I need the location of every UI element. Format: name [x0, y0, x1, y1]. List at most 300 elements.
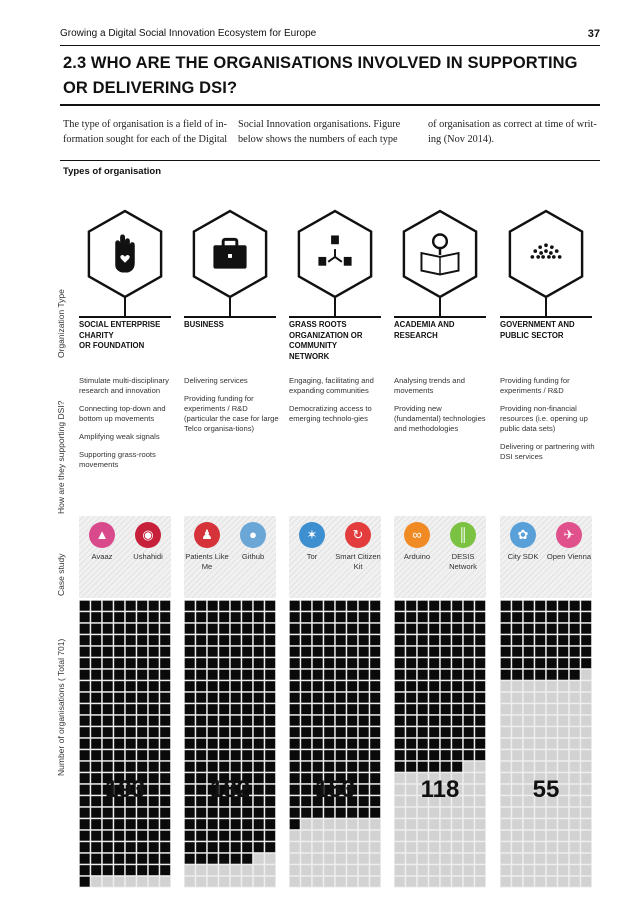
- empty-square: [395, 831, 405, 841]
- empty-square: [547, 842, 557, 852]
- title-rule: [500, 316, 592, 318]
- organisation-square: [418, 716, 428, 726]
- organisation-square: [581, 624, 591, 634]
- organisation-square: [441, 693, 451, 703]
- organisation-square: [429, 704, 439, 714]
- organisation-square: [242, 739, 252, 749]
- organisation-square: [242, 716, 252, 726]
- organisation-square: [231, 842, 241, 852]
- organisation-square: [336, 750, 346, 760]
- empty-square: [464, 831, 474, 841]
- organisation-square: [475, 624, 485, 634]
- empty-square: [581, 739, 591, 749]
- organisation-square: [219, 727, 229, 737]
- running-title: Growing a Digital Social Innovation Ecosystem for Europe: [60, 28, 317, 39]
- organisation-square: [219, 601, 229, 611]
- organisation-square: [429, 727, 439, 737]
- empty-square: [475, 854, 485, 864]
- organisation-square: [336, 658, 346, 668]
- organisation-square: [452, 601, 462, 611]
- empty-square: [464, 854, 474, 864]
- organisation-square: [80, 750, 90, 760]
- empty-square: [452, 877, 462, 887]
- organisation-square: [137, 716, 147, 726]
- empty-square: [336, 831, 346, 841]
- section-heading: 2.3 WHO ARE THE ORGANISATIONS INVOLVED IN SUPPORTING OR DELIVERING DSI?: [63, 54, 578, 97]
- organisation-square: [313, 716, 323, 726]
- organisation-square: [160, 831, 170, 841]
- empty-square: [336, 819, 346, 829]
- organisation-square: [126, 624, 136, 634]
- organisation-square: [406, 739, 416, 749]
- organisation-square: [452, 704, 462, 714]
- empty-square: [547, 877, 557, 887]
- organisation-square: [196, 750, 206, 760]
- organisation-square: [418, 647, 428, 657]
- empty-square: [452, 819, 462, 829]
- organisation-square: [359, 612, 369, 622]
- empty-square: [452, 831, 462, 841]
- empty-square: [501, 842, 511, 852]
- organisation-square: [313, 808, 323, 818]
- empty-square: [547, 808, 557, 818]
- empty-square: [475, 819, 485, 829]
- organisation-square: [359, 808, 369, 818]
- organisation-square: [290, 739, 300, 749]
- organisation-square: [208, 854, 218, 864]
- organisation-square: [406, 681, 416, 691]
- organisation-square: [570, 624, 580, 634]
- organisation-square: [313, 704, 323, 714]
- empty-square: [395, 842, 405, 852]
- organisation-square: [290, 693, 300, 703]
- organisation-square: [290, 750, 300, 760]
- organisation-square: [149, 865, 159, 875]
- running-header: [60, 28, 600, 44]
- organisation-square: [512, 624, 522, 634]
- organisation-square: [149, 762, 159, 772]
- org-type-hexagon: [400, 208, 480, 300]
- empty-square: [301, 842, 311, 852]
- empty-square: [313, 865, 323, 875]
- organisation-square: [475, 670, 485, 680]
- organisation-square: [535, 670, 545, 680]
- organisation-square: [524, 601, 534, 611]
- organisation-square: [452, 658, 462, 668]
- empty-square: [429, 865, 439, 875]
- person-logo-icon: ♟: [194, 522, 220, 548]
- empty-square: [570, 877, 580, 887]
- empty-square: [512, 877, 522, 887]
- empty-square: [558, 854, 568, 864]
- org-type-title-line: ORGANIZATION OR: [289, 330, 363, 340]
- empty-square: [512, 854, 522, 864]
- empty-square: [512, 727, 522, 737]
- empty-square: [301, 865, 311, 875]
- organisation-square: [242, 704, 252, 714]
- organisation-square: [114, 716, 124, 726]
- organisation-square: [231, 658, 241, 668]
- organisation-square: [219, 658, 229, 668]
- organisation-square: [347, 624, 357, 634]
- organisation-square: [219, 750, 229, 760]
- organisation-square: [254, 635, 264, 645]
- organisation-square: [524, 658, 534, 668]
- organisation-square: [80, 670, 90, 680]
- organisation-square: [501, 624, 511, 634]
- organisation-square: [160, 750, 170, 760]
- organisation-square: [208, 727, 218, 737]
- organisation-square: [231, 635, 241, 645]
- case-study-label: Tor: [306, 552, 318, 561]
- empty-square: [395, 854, 405, 864]
- organisation-square: [126, 681, 136, 691]
- organisation-square: [160, 647, 170, 657]
- organisation-square: [91, 624, 101, 634]
- organisation-square: [313, 601, 323, 611]
- organisation-square: [265, 681, 275, 691]
- organisation-square: [254, 739, 264, 749]
- count-grid: [184, 600, 276, 888]
- organisation-square: [313, 612, 323, 622]
- organisation-square: [359, 762, 369, 772]
- organisation-square: [137, 808, 147, 818]
- organisation-square: [452, 762, 462, 772]
- empty-square: [570, 681, 580, 691]
- org-type-title-line: GRASS ROOTS: [289, 320, 347, 329]
- organisation-square: [290, 624, 300, 634]
- case-study-label: Github: [241, 552, 265, 561]
- organisation-square: [219, 808, 229, 818]
- organisation-square: [185, 739, 195, 749]
- organisation-square: [91, 612, 101, 622]
- support-role: Supporting grass-roots movements: [79, 450, 156, 469]
- organisation-square: [359, 739, 369, 749]
- organisation-square: [196, 808, 206, 818]
- empty-square: [501, 865, 511, 875]
- empty-square: [581, 681, 591, 691]
- organisation-square: [219, 647, 229, 657]
- empty-square: [512, 831, 522, 841]
- organisation-square: [418, 681, 428, 691]
- count-grid: [289, 600, 381, 888]
- organisation-square: [406, 647, 416, 657]
- empty-square: [501, 727, 511, 737]
- empty-square: [324, 819, 334, 829]
- organisation-square: [242, 647, 252, 657]
- empty-square: [581, 865, 591, 875]
- organisation-square: [347, 647, 357, 657]
- organisation-square: [464, 624, 474, 634]
- empty-square: [501, 681, 511, 691]
- organisation-square: [395, 727, 405, 737]
- organisation-square: [91, 601, 101, 611]
- organisation-square: [290, 670, 300, 680]
- organisation-square: [219, 739, 229, 749]
- organisation-square: [103, 670, 113, 680]
- organisation-square: [149, 624, 159, 634]
- empty-square: [336, 842, 346, 852]
- organisation-square: [359, 704, 369, 714]
- organisation-square: [114, 819, 124, 829]
- empty-square: [406, 877, 416, 887]
- organisation-square: [208, 831, 218, 841]
- organisation-square: [91, 693, 101, 703]
- organisation-square: [231, 739, 241, 749]
- organisation-square: [429, 762, 439, 772]
- empty-square: [359, 842, 369, 852]
- org-type-title-line: PUBLIC SECTOR: [500, 330, 564, 340]
- organisation-count: 55: [532, 776, 560, 803]
- empty-square: [219, 877, 229, 887]
- organisation-square: [149, 842, 159, 852]
- empty-square: [512, 842, 522, 852]
- organisation-square: [185, 693, 195, 703]
- org-type-title-line: ACADEMIA AND: [394, 320, 455, 329]
- organisation-square: [114, 727, 124, 737]
- organisation-square: [290, 635, 300, 645]
- organisation-square: [547, 670, 557, 680]
- organisation-square: [370, 727, 380, 737]
- organisation-square: [336, 727, 346, 737]
- empty-square: [429, 808, 439, 818]
- organisation-square: [535, 624, 545, 634]
- organisation-square: [558, 601, 568, 611]
- empty-square: [347, 819, 357, 829]
- hexagon-stem: [124, 298, 126, 316]
- organisation-square: [196, 819, 206, 829]
- organisation-square: [475, 704, 485, 714]
- organisation-square: [254, 716, 264, 726]
- organisation-square: [126, 762, 136, 772]
- organisation-square: [418, 727, 428, 737]
- organisation-square: [406, 704, 416, 714]
- organisation-square: [547, 612, 557, 622]
- organisation-square: [265, 750, 275, 760]
- organisation-square: [242, 670, 252, 680]
- empty-square: [524, 727, 534, 737]
- organisation-square: [290, 601, 300, 611]
- organisation-square: [581, 601, 591, 611]
- organisation-square: [137, 635, 147, 645]
- empty-square: [570, 739, 580, 749]
- organisation-square: [359, 681, 369, 691]
- empty-square: [114, 877, 124, 887]
- empty-square: [512, 819, 522, 829]
- case-study-label: Arduino: [403, 552, 431, 561]
- organisation-square: [126, 819, 136, 829]
- empty-square: [231, 877, 241, 887]
- empty-square: [512, 865, 522, 875]
- org-type-title-line: OR FOUNDATION: [79, 341, 145, 350]
- empty-square: [581, 842, 591, 852]
- organisation-square: [114, 808, 124, 818]
- organisation-square: [501, 612, 511, 622]
- organisation-square: [452, 670, 462, 680]
- intro-column-3: of organisation as correct at time of writ-ing (Nov 2014).: [428, 119, 597, 145]
- empty-square: [512, 750, 522, 760]
- organisation-square: [231, 670, 241, 680]
- intro-rule: [60, 160, 600, 161]
- organisation-square: [137, 681, 147, 691]
- organisation-square: [524, 647, 534, 657]
- org-type-title-line: NETWORK: [289, 351, 330, 361]
- empty-square: [313, 819, 323, 829]
- organisation-square: [418, 635, 428, 645]
- organisation-square: [265, 624, 275, 634]
- organisation-square: [395, 762, 405, 772]
- organisation-square: [324, 762, 334, 772]
- empty-square: [547, 704, 557, 714]
- organisation-square: [137, 819, 147, 829]
- organisation-square: [464, 670, 474, 680]
- empty-square: [464, 877, 474, 887]
- organisation-square: [347, 635, 357, 645]
- organisation-square: [429, 612, 439, 622]
- organisation-square: [313, 647, 323, 657]
- organisation-square: [441, 647, 451, 657]
- organisation-square: [265, 670, 275, 680]
- organisation-square: [395, 670, 405, 680]
- organisation-square: [313, 670, 323, 680]
- organisation-square: [160, 716, 170, 726]
- flower-logo-icon: ✿: [510, 522, 536, 548]
- organisation-square: [512, 647, 522, 657]
- empty-square: [196, 877, 206, 887]
- organisation-square: [103, 601, 113, 611]
- empty-square: [452, 842, 462, 852]
- organisation-square: [196, 647, 206, 657]
- organisation-square: [91, 635, 101, 645]
- organisation-square: [558, 647, 568, 657]
- organisation-count: 182: [209, 776, 251, 803]
- organisation-square: [208, 670, 218, 680]
- case-study-box: [79, 516, 171, 598]
- organisation-square: [441, 624, 451, 634]
- organisation-square: [290, 681, 300, 691]
- organisation-square: [196, 704, 206, 714]
- organisation-square: [196, 658, 206, 668]
- empty-square: [475, 877, 485, 887]
- organisation-square: [336, 681, 346, 691]
- empty-square: [406, 865, 416, 875]
- organisation-square: [196, 727, 206, 737]
- organisation-square: [149, 670, 159, 680]
- empty-square: [242, 877, 252, 887]
- empty-square: [535, 704, 545, 714]
- organisation-square: [464, 612, 474, 622]
- org-type-hexagon: [506, 208, 586, 300]
- organisation-square: [231, 693, 241, 703]
- organisation-square: [370, 647, 380, 657]
- organisation-square: [242, 727, 252, 737]
- organisation-square: [581, 635, 591, 645]
- organisation-square: [429, 681, 439, 691]
- organisation-square: [242, 808, 252, 818]
- organisation-square: [464, 716, 474, 726]
- empty-square: [313, 831, 323, 841]
- organisation-square: [441, 716, 451, 726]
- empty-square: [558, 831, 568, 841]
- organisation-square: [475, 635, 485, 645]
- organisation-square: [137, 854, 147, 864]
- organisation-square: [570, 601, 580, 611]
- organisation-square: [126, 865, 136, 875]
- organisation-square: [501, 658, 511, 668]
- organisation-square: [103, 681, 113, 691]
- organisation-square: [149, 831, 159, 841]
- organisation-square: [501, 647, 511, 657]
- organisation-square: [126, 658, 136, 668]
- organisation-square: [126, 808, 136, 818]
- organisation-square: [475, 739, 485, 749]
- organisation-square: [370, 670, 380, 680]
- organisation-square: [347, 612, 357, 622]
- organisation-square: [265, 762, 275, 772]
- organisation-square: [242, 750, 252, 760]
- organisation-square: [254, 727, 264, 737]
- organisation-square: [324, 601, 334, 611]
- organisation-square: [581, 647, 591, 657]
- empty-square: [441, 854, 451, 864]
- organisation-square: [359, 716, 369, 726]
- organisation-square: [395, 624, 405, 634]
- empty-square: [501, 704, 511, 714]
- organisation-square: [370, 693, 380, 703]
- empty-square: [370, 831, 380, 841]
- empty-square: [196, 865, 206, 875]
- case-study-label: DESIS Network: [449, 552, 477, 571]
- empty-square: [512, 808, 522, 818]
- organisation-square: [290, 647, 300, 657]
- organisation-square: [512, 658, 522, 668]
- organisation-square: [149, 601, 159, 611]
- organisation-square: [185, 819, 195, 829]
- organisation-square: [265, 635, 275, 645]
- organisation-square: [370, 808, 380, 818]
- organisation-square: [290, 612, 300, 622]
- empty-square: [301, 877, 311, 887]
- organisation-square: [347, 704, 357, 714]
- empty-square: [501, 808, 511, 818]
- organisation-square: [114, 624, 124, 634]
- empty-square: [254, 865, 264, 875]
- organisation-square: [347, 762, 357, 772]
- organisation-square: [418, 601, 428, 611]
- empty-square: [535, 727, 545, 737]
- organisation-square: [242, 624, 252, 634]
- empty-square: [254, 854, 264, 864]
- organisation-square: [231, 601, 241, 611]
- empty-square: [558, 819, 568, 829]
- count-grid: [500, 600, 592, 888]
- empty-square: [347, 865, 357, 875]
- organisation-square: [196, 601, 206, 611]
- figure-title: Types of organisation: [63, 166, 162, 177]
- organisation-square: [547, 601, 557, 611]
- organisation-square: [231, 831, 241, 841]
- organisation-square: [313, 750, 323, 760]
- empty-square: [406, 819, 416, 829]
- organisation-square: [80, 727, 90, 737]
- empty-square: [301, 854, 311, 864]
- organisation-square: [149, 612, 159, 622]
- organisation-square: [370, 624, 380, 634]
- empty-square: [406, 854, 416, 864]
- organisation-square: [80, 693, 90, 703]
- organisation-square: [208, 762, 218, 772]
- organisation-square: [208, 624, 218, 634]
